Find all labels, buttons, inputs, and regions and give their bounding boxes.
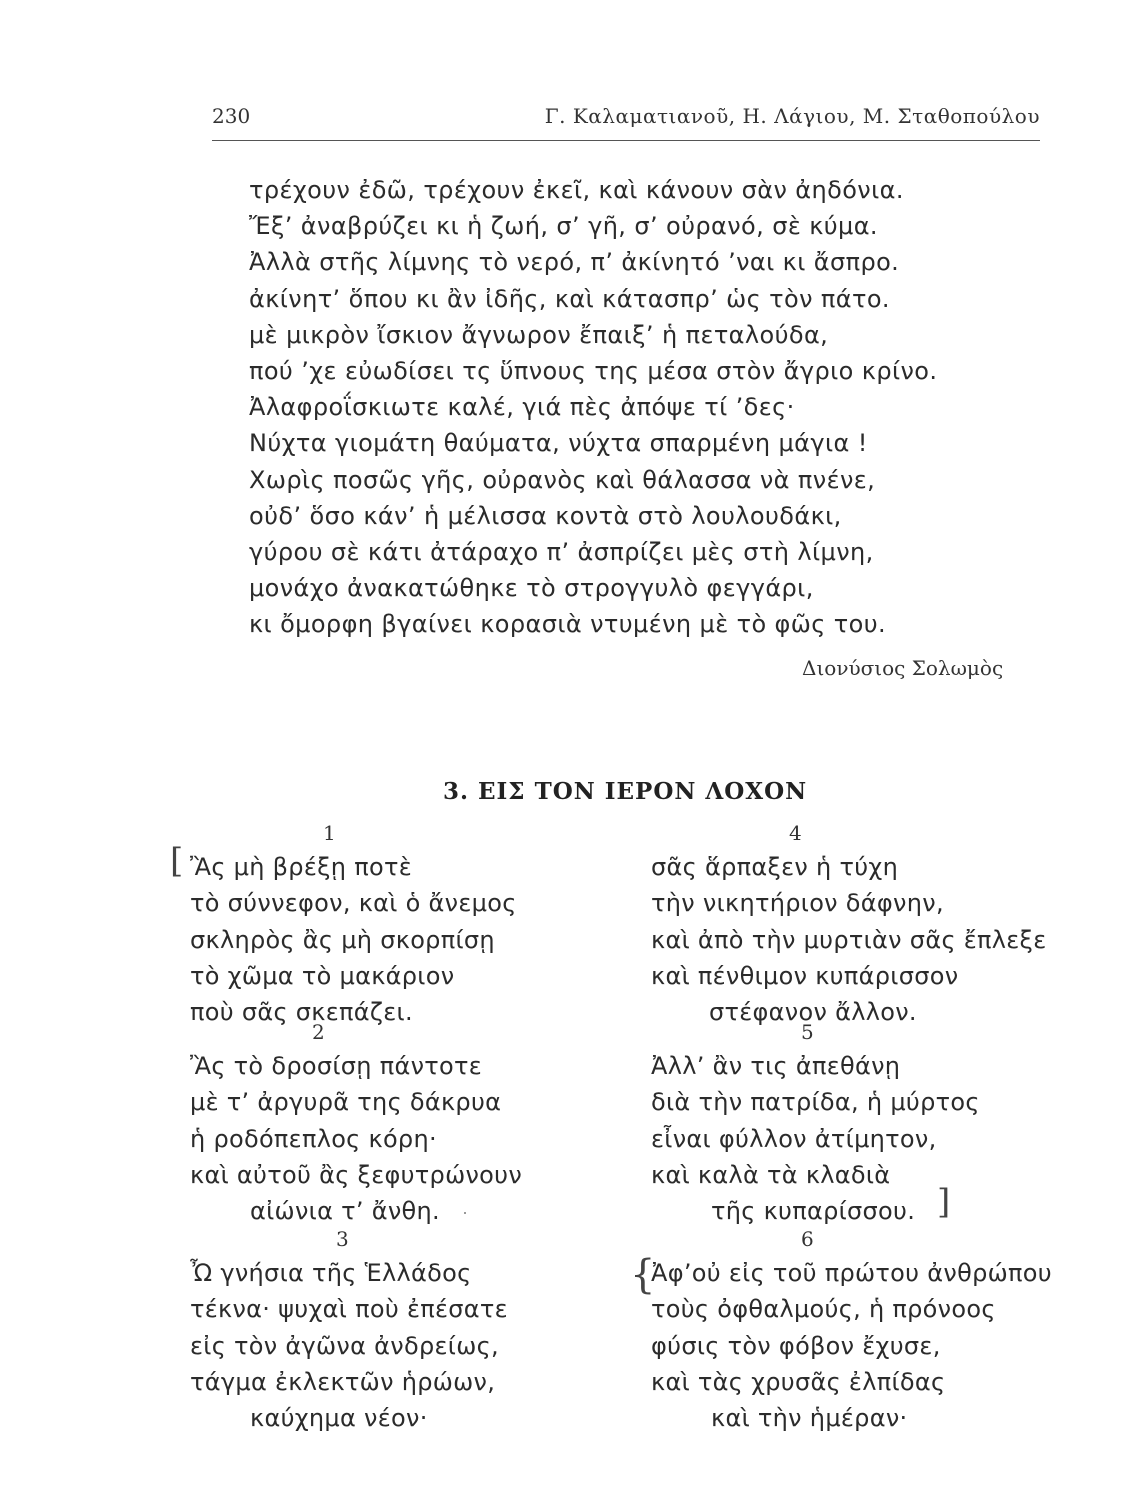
close-bracket-mark: ]: [937, 1182, 951, 1222]
header-rule: [212, 140, 1040, 141]
verse-line: Ἀλλ’ ἂν τις ἀπεθάνῃ: [651, 1052, 901, 1080]
poem-line: τρέχουν ἐδῶ, τρέχουν ἐκεῖ, καὶ κάνουν σὰν ἀηδόνια.: [249, 176, 904, 204]
verse-line: μὲ τ’ ἀργυρᾶ της δάκρυα: [190, 1088, 502, 1117]
verse-line: τέκνα· ψυχαὶ ποὺ ἐπέσατε: [190, 1295, 508, 1324]
poem-author: Διονύσιος Σολωμὸς: [802, 656, 1004, 680]
verse-line: σκληρὸς ἂς μὴ σκορπίσῃ: [190, 925, 495, 954]
verse-line: τῆς κυπαρίσσου.: [711, 1197, 916, 1226]
poem-line: ἀκίνητ’ ὅπου κι ἂν ἰδῆς, καὶ κάτασπρ’ ὡς τὸν πάτο.: [249, 284, 890, 313]
verse-line: Ὦ γνήσια τῆς Ἑλλάδος: [190, 1259, 472, 1287]
stanza-number: 6: [801, 1227, 814, 1251]
verse-line: Ἂς τὸ δροσίσῃ πάντοτε: [190, 1052, 483, 1080]
stanza-4: [651, 821, 1091, 1030]
poem-line: Ἀλλὰ στῆς λίμνης τὸ νερό, π’ ἀκίνητό ’ναι κι ἄσπρο.: [249, 248, 900, 277]
poem-line: πού ’χε εὐωδίσει τς ὕπνους της μέσα στὸν ἄγριο κρίνο.: [249, 357, 938, 386]
stanza-1: [190, 821, 630, 1030]
verse-line: τὴν νικητήριον δάφνην,: [651, 889, 944, 918]
verse-line: τὸ σύννεφον, καὶ ὁ ἄνεμος: [190, 889, 517, 918]
verse-line: τοὺς ὀφθαλμούς, ἡ πρόνοος: [651, 1295, 996, 1324]
section-title: 3. ΕΙΣ ΤΟΝ ΙΕΡΟΝ ΛΟΧΟΝ: [443, 778, 808, 805]
verse-line: αἰώνια τ’ ἄνθη.: [250, 1197, 440, 1226]
stanza-number: 2: [312, 1020, 325, 1044]
verse-line: καὶ καλὰ τὰ κλαδιὰ: [651, 1160, 891, 1189]
open-brace-mark: {: [630, 1252, 656, 1298]
verse-line: φύσις τὸν φόβον ἔχυσε,: [651, 1331, 941, 1360]
verse-line: Ἀφ’οὐ εἰς τοῦ πρώτου ἀνθρώπου: [651, 1259, 1052, 1287]
stanza-number: 5: [801, 1020, 814, 1044]
poem-line: κι ὄμορφη βγαίνει κορασιὰ ντυμένη μὲ τὸ φῶς του.: [249, 610, 887, 639]
verse-line: Ἂς μὴ βρέξῃ ποτὲ: [190, 853, 412, 881]
stanza-5: [651, 1020, 1091, 1229]
stanza-6: [651, 1227, 1091, 1436]
verse-line: εἰς τὸν ἀγῶνα ἀνδρείως,: [190, 1331, 499, 1360]
verse-line: στέφανον ἄλλον.: [709, 998, 917, 1027]
poem-line: μονάχο ἀνακατώθηκε τὸ στρογγυλὸ φεγγάρι,: [249, 574, 814, 603]
stanza-3: [190, 1227, 630, 1436]
verse-line: καὶ πένθιμον κυπάρισσον: [651, 961, 959, 990]
poem-line: Ἔξ’ ἀναβρύζει κι ἡ ζωή, σ’ γῆ, σ’ οὐρανό, σὲ κύμα.: [249, 212, 878, 241]
verse-line: ἡ ροδόπεπλος κόρη·: [190, 1124, 437, 1153]
poem-line: Ἀλαφροΐσκιωτε καλέ, γιά πὲς ἀπόψε τί ’δες·: [249, 393, 795, 422]
stanza-number: 1: [323, 821, 336, 845]
poem-line: Χωρὶς ποσῶς γῆς, οὐρανὸς καὶ θάλασσα νὰ πνένε,: [249, 465, 876, 494]
poem-line: Νύχτα γιομάτη θαύματα, νύχτα σπαρμένη μάγια !: [249, 429, 868, 458]
verse-line: σᾶς ἅρπαξεν ἡ τύχη: [651, 853, 899, 881]
verse-line: τὸ χῶμα τὸ μακάριον: [190, 961, 455, 990]
page-number: 230: [212, 104, 251, 128]
speck: [464, 1212, 466, 1214]
stanza-number: 4: [789, 821, 802, 845]
poem-excerpt: [249, 172, 1029, 643]
verse-line: καὶ αὐτοῦ ἂς ξεφυτρώνουν: [190, 1160, 523, 1189]
page-header: [212, 104, 1040, 138]
poem-line: γύρου σὲ κάτι ἀτάραχο π’ ἀσπρίζει μὲς στὴ λίμνη,: [249, 538, 874, 567]
verse-line: τάγμα ἐκλεκτῶν ἡρώων,: [190, 1367, 496, 1396]
verse-line: καὶ τὴν ἡμέραν·: [711, 1404, 908, 1433]
verse-line: καύχημα νέον·: [250, 1404, 428, 1433]
running-title: Γ. Καλαματιανοῦ, Η. Λάγιου, Μ. Σταθοπούλου: [544, 104, 1040, 128]
poem-line: μὲ μικρὸν ἴσκιον ἄγνωρον ἔπαιξ’ ἡ πεταλούδα,: [249, 320, 829, 349]
verse-line: εἶναι φύλλον ἀτίμητον,: [651, 1124, 937, 1153]
verse-line: ποὺ σᾶς σκεπάζει.: [190, 998, 413, 1027]
verse-line: καὶ τὰς χρυσᾶς ἐλπίδας: [651, 1367, 946, 1396]
poem-line: οὐδ’ ὅσο κάν’ ἡ μέλισσα κοντὰ στὸ λουλουδάκι,: [249, 501, 842, 530]
verse-line: καὶ ἀπὸ τὴν μυρτιὰν σᾶς ἔπλεξε: [651, 925, 1047, 954]
verse-line: διὰ τὴν πατρίδα, ἡ μύρτος: [651, 1088, 980, 1117]
stanza-number: 3: [336, 1227, 349, 1251]
open-bracket-mark: [: [170, 841, 184, 881]
stanza-2: [190, 1020, 630, 1229]
